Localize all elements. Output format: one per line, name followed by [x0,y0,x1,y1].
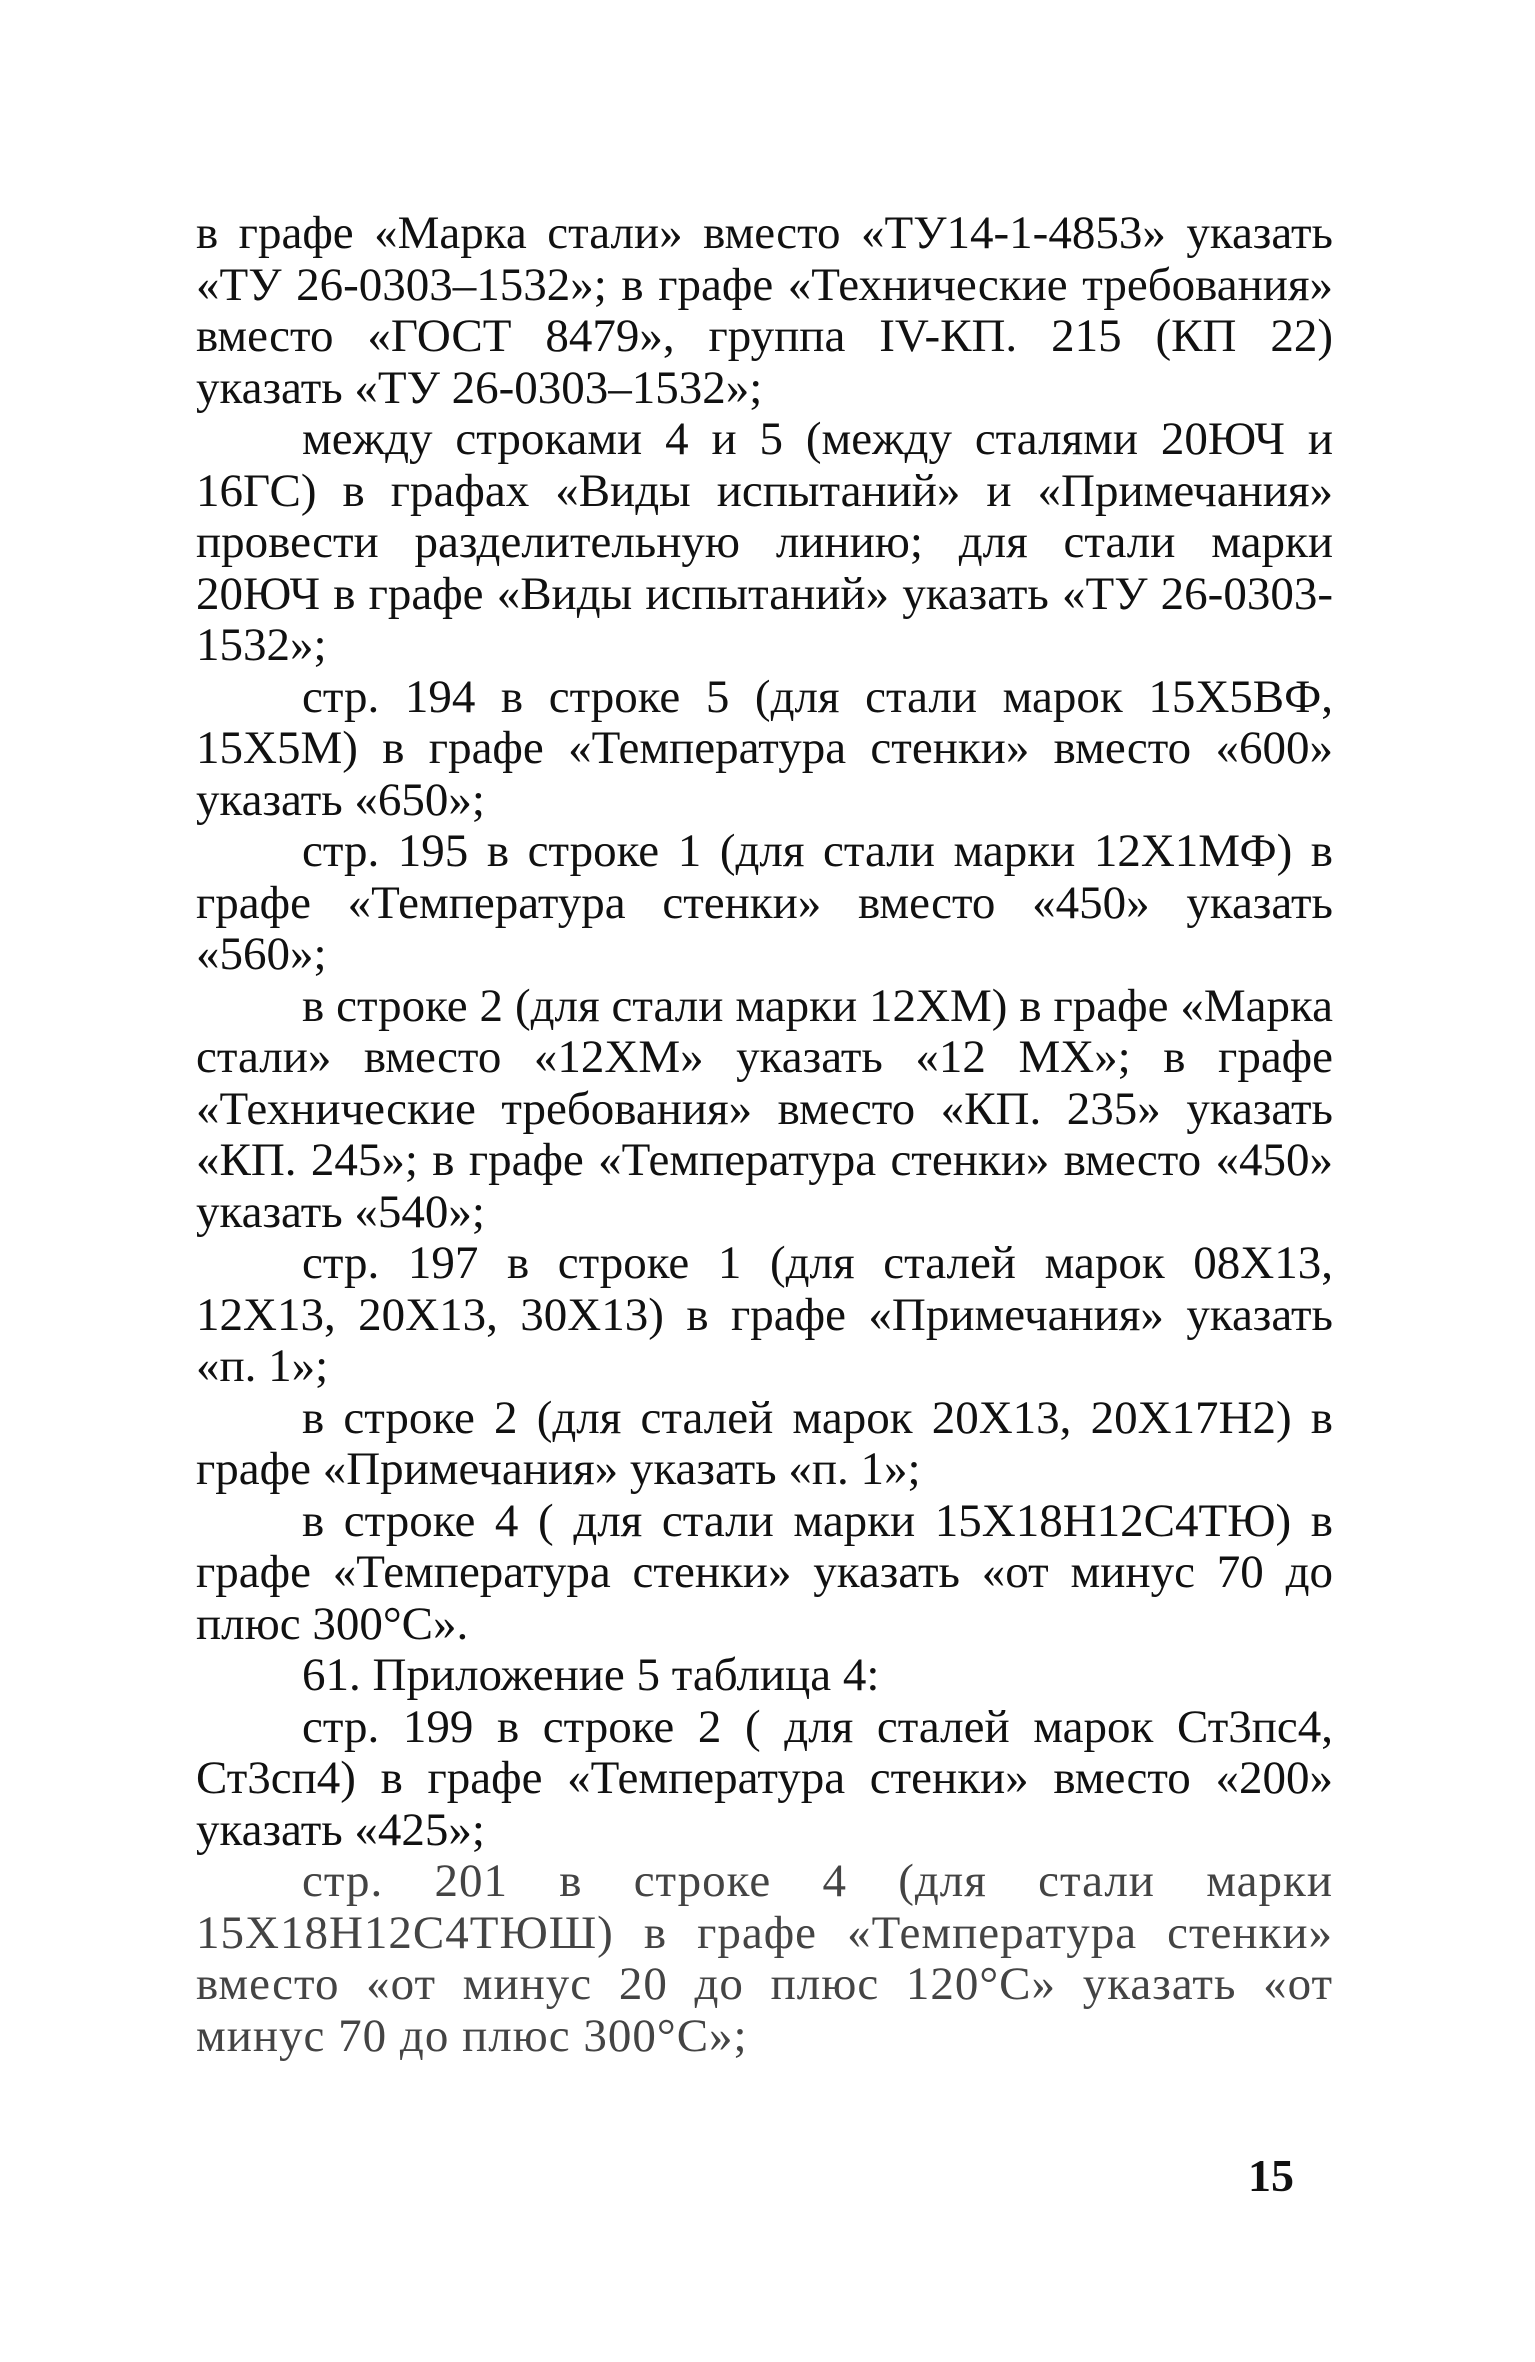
paragraph: стр. 195 в строке 1 (для стали марки 12Х1МФ) в графе «Температура стенки» вместо «450» указать «560»; [196,825,1333,980]
body-text [196,208,1333,2062]
paragraph: стр. 201 в строке 4 (для стали марки 15Х18Н12С4ТЮШ) в графе «Температура стенки» вместо «от минус 20 до плюс 120°С» указать «от минус 70 до плюс 300°С»; [196,1855,1333,2062]
paragraph: 61. Приложение 5 таблица 4: [302,1649,880,1701]
page-number: 15 [1248,2150,1294,2201]
paragraph: стр. 194 в строке 5 (для стали марок 15Х5ВФ, 15Х5М) в графе «Температура стенки» вместо «600» указать «650»; [196,670,1333,826]
paragraph: стр. 199 в строке 2 ( для сталей марок Ст3пс4, Ст3сп4) в графе «Температура стенки» вместо «200» указать «425»; [196,1700,1333,1856]
paragraph: в строке 2 (для стали марки 12ХМ) в графе «Марка стали» вместо «12ХМ» указать «12 МХ»; в графе «Технические требования» вместо «КП. 235» указать «КП. 245»; в графе «Температура стенки» вместо «450» указать «540»; [196,979,1333,1238]
paragraph: в строке 2 (для сталей марок 20Х13, 20Х17Н2) в графе «Примечания» указать «п. 1»; [196,1391,1333,1495]
paragraph: в графе «Марка стали» вместо «ТУ14-1-4853» указать «ТУ 26-0303–1532»; в графе «Технические требования» вместо «ГОСТ 8479», группа IV-КП. 215 (КП 22) указать «ТУ 26-0303–1532»; [196,207,1333,414]
paragraph: в строке 4 ( для стали марки 15Х18Н12С4ТЮ) в графе «Температура стенки» указать «от минус 70 до плюс 300°С». [196,1494,1333,1650]
paragraph: между строками 4 и 5 (между сталями 20ЮЧ и 16ГС) в графах «Виды испытаний» и «Примечания» провести разделительную линию; для стали марки 20ЮЧ в графе «Виды испытаний» указать «ТУ 26-0303-1532»; [196,413,1333,671]
paragraph: стр. 197 в строке 1 (для сталей марок 08Х13, 12Х13, 20Х13, 30Х13) в графе «Примечания» указать «п. 1»; [196,1237,1333,1392]
